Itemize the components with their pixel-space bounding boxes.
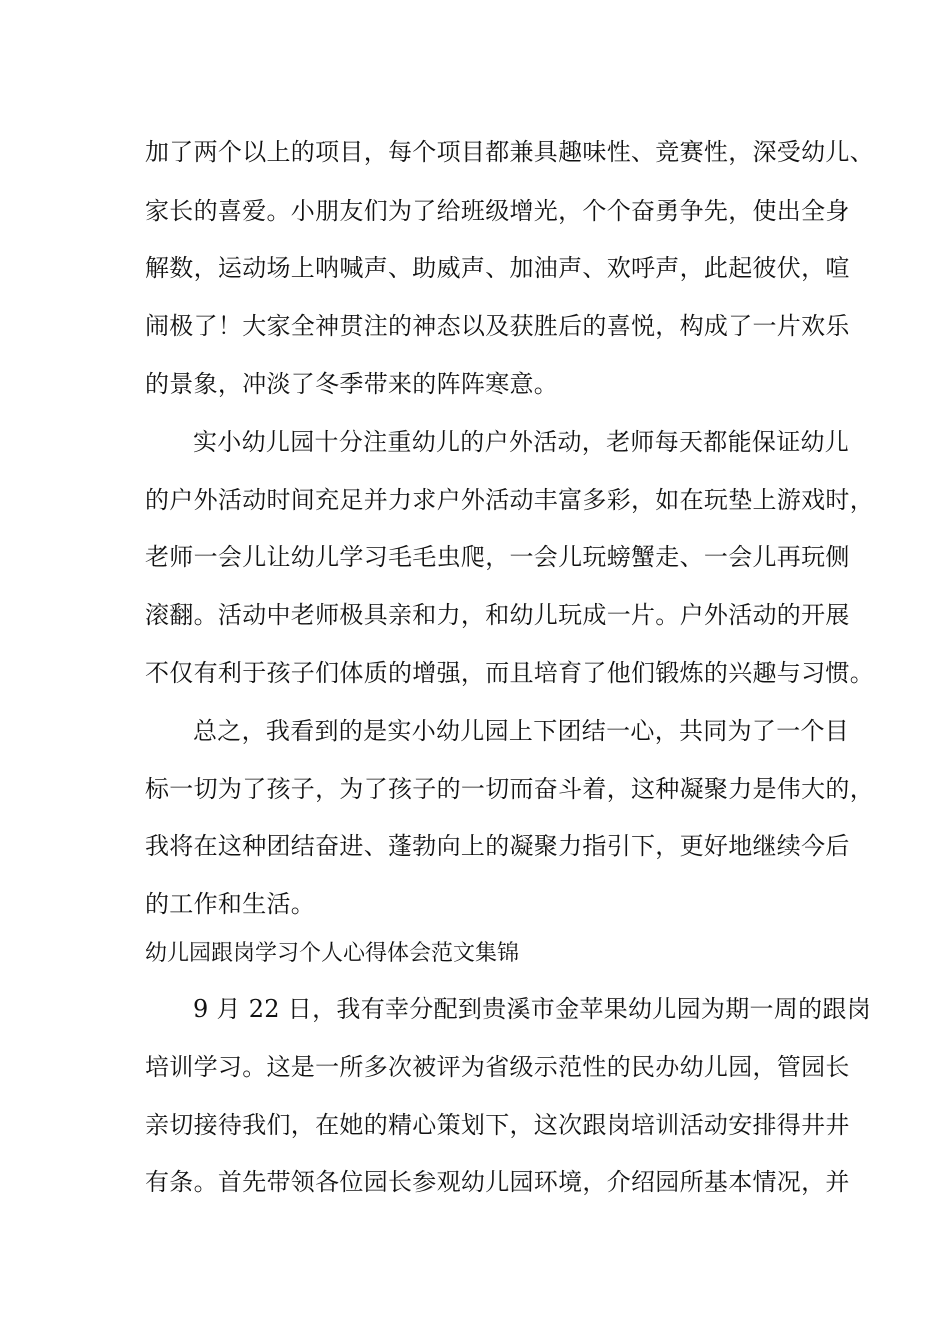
paragraph-line: 家长的喜爱。小朋友们为了给班级增光，个个奋勇争先，使出全身: [145, 197, 850, 225]
paragraph-line: 的景象，冲淡了冬季带来的阵阵寒意。: [145, 370, 559, 398]
paragraph-line: 培训学习。这是一所多次被评为省级示范性的民办幼儿园，管园长: [145, 1053, 850, 1081]
paragraph-line: 的工作和生活。: [145, 890, 316, 918]
paragraph-line: 闹极了！大家全神贯注的神态以及获胜后的喜悦，构成了一片欢乐: [145, 312, 850, 340]
paragraph-line: 老师一会儿让幼儿学习毛毛虫爬，一会儿玩螃蟹走、一会儿再玩侧: [145, 543, 850, 571]
paragraph-line: 标一切为了孩子，为了孩子的一切而奋斗着，这种凝聚力是伟大的，: [145, 775, 874, 803]
paragraph-line: 9 月 22 日，我有幸分配到贵溪市金苹果幼儿园为期一周的跟岗: [193, 995, 871, 1023]
paragraph-line: 不仅有利于孩子们体质的增强，而且培育了他们锻炼的兴趣与习惯。: [145, 659, 874, 687]
paragraph-line: 加了两个以上的项目，每个项目都兼具趣味性、竞赛性，深受幼儿、: [145, 138, 874, 166]
paragraph-line: 实小幼儿园十分注重幼儿的户外活动，老师每天都能保证幼儿: [193, 428, 850, 456]
paragraph-line: 亲切接待我们，在她的精心策划下，这次跟岗培训活动安排得井井: [145, 1111, 850, 1139]
paragraph-line: 有条。首先带领各位园长参观幼儿园环境，介绍园所基本情况，并: [145, 1168, 850, 1196]
paragraph-line: 我将在这种团结奋进、蓬勃向上的凝聚力指引下，更好地继续今后: [145, 832, 850, 860]
section-heading: 幼儿园跟岗学习个人心得体会范文集锦: [145, 941, 520, 966]
paragraph-line: 的户外活动时间充足并力求户外活动丰富多彩，如在玩垫上游戏时，: [145, 486, 874, 514]
paragraph-line: 滚翻。活动中老师极具亲和力，和幼儿玩成一片。户外活动的开展: [145, 601, 850, 629]
paragraph-line: 总之，我看到的是实小幼儿园上下团结一心，共同为了一个目: [193, 717, 850, 745]
paragraph-line: 解数，运动场上呐喊声、助威声、加油声、欢呼声，此起彼伏，喧: [145, 254, 850, 282]
